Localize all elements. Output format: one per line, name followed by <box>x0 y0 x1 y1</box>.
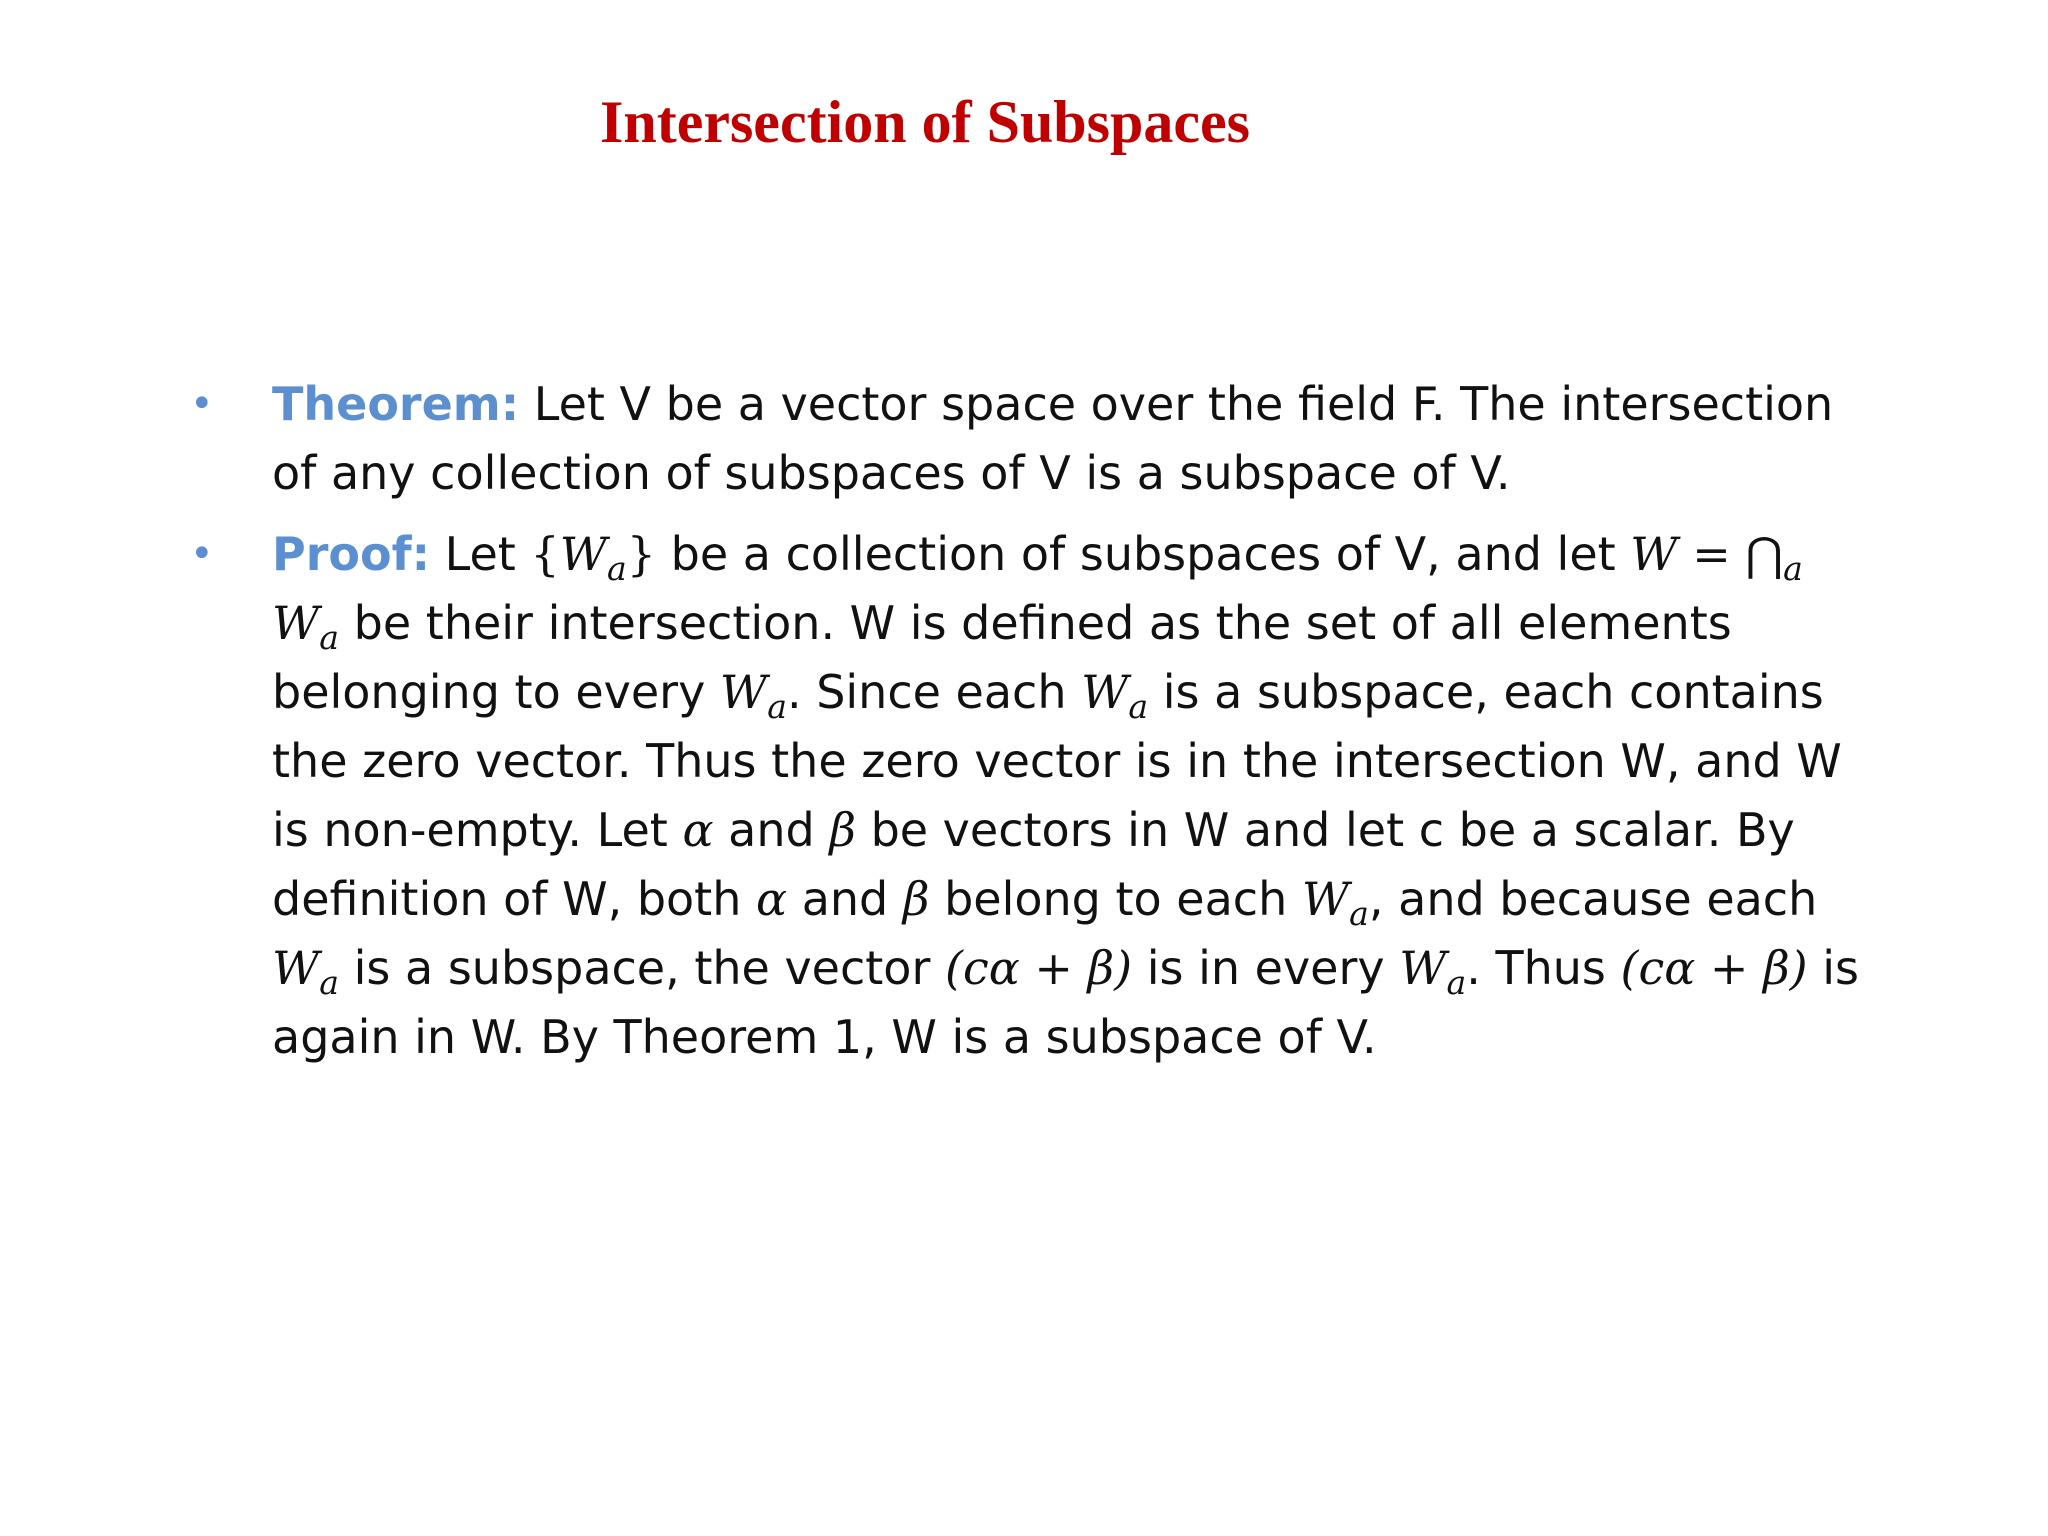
math-subscript: a <box>1349 893 1369 933</box>
proof-text-part: is a subspace, the vector <box>353 941 931 995</box>
math-symbol: W = <box>1630 527 1731 581</box>
math-symbol: W <box>1081 665 1129 719</box>
proof-text-part: Let <box>444 527 516 581</box>
proof-text-part: be vectors in W and let c be a scalar. By definition of W, both <box>272 803 1795 926</box>
proof-text-part: . Thus <box>1466 941 1606 995</box>
proof-text-part: be a collection of subspaces of V, and let <box>670 527 1616 581</box>
math-subscript: a <box>319 617 340 657</box>
theorem-text: Let V be a vector space over the field F. The intersection of any collection of subspaces of V is a subspace of V. <box>272 377 1834 500</box>
math-symbol: W <box>559 527 607 581</box>
math-subscript: a <box>606 548 627 588</box>
math-symbol: W <box>272 941 320 995</box>
math-alpha: α <box>756 872 788 926</box>
math-brace: } <box>626 527 657 581</box>
math-subscript: a <box>1128 686 1149 726</box>
math-linear-combination: (cα + β) <box>1620 941 1808 995</box>
math-symbol: W <box>1301 872 1350 926</box>
math-alpha: α <box>682 803 714 857</box>
proof-text-part: and <box>728 803 815 857</box>
math-symbol: W <box>272 596 320 650</box>
math-symbol: W <box>719 665 768 719</box>
math-equation <box>1630 527 1730 581</box>
math-linear-combination: (cα + β) <box>945 941 1133 995</box>
math-Wa <box>1399 941 1467 1002</box>
math-collection <box>530 527 657 588</box>
math-beta: β <box>829 803 856 857</box>
proof-text-part: , and because each <box>1368 872 1818 926</box>
math-Wa <box>272 941 340 1002</box>
bullet-dot-icon: • <box>190 381 214 427</box>
slide-title: Intersection of Subspaces <box>600 89 1251 155</box>
math-Wa <box>1081 665 1149 726</box>
proof-text-part: is again in W. By Theorem 1, W is a subspace of V. <box>272 941 1860 1064</box>
math-beta: β <box>902 872 930 926</box>
intersection-icon: ⋂ <box>1745 527 1784 581</box>
math-Wa <box>719 665 787 726</box>
proof-text-part: and <box>801 872 889 926</box>
math-subscript: a <box>767 686 787 726</box>
proof-text <box>272 527 1859 1064</box>
math-subscript: a <box>1783 548 1803 588</box>
proof-text-part: is in every <box>1146 941 1385 995</box>
proof-text-part: is a subspace, each contains the zero vector. Thus the zero vector is in the intersection W, and W is non-empty. Let <box>272 665 1842 857</box>
proof-bullet <box>180 520 1870 1072</box>
math-Wa <box>1301 872 1369 933</box>
theorem-bullet <box>180 370 1870 508</box>
math-subscript: a <box>1446 962 1467 1002</box>
proof-label: Proof: <box>272 527 431 581</box>
proof-text-part: be their intersection. W is defined as the set of all elements belonging to every <box>272 596 1732 719</box>
bullet-list <box>180 370 1870 1084</box>
theorem-label: Theorem: <box>272 377 520 431</box>
math-symbol: W <box>1399 941 1447 995</box>
bullet-dot-icon: • <box>190 531 214 577</box>
math-brace: { <box>530 527 560 581</box>
proof-text-part: belong to each <box>944 872 1288 926</box>
math-subscript: a <box>319 962 340 1002</box>
proof-text-part: . Since each <box>786 665 1067 719</box>
